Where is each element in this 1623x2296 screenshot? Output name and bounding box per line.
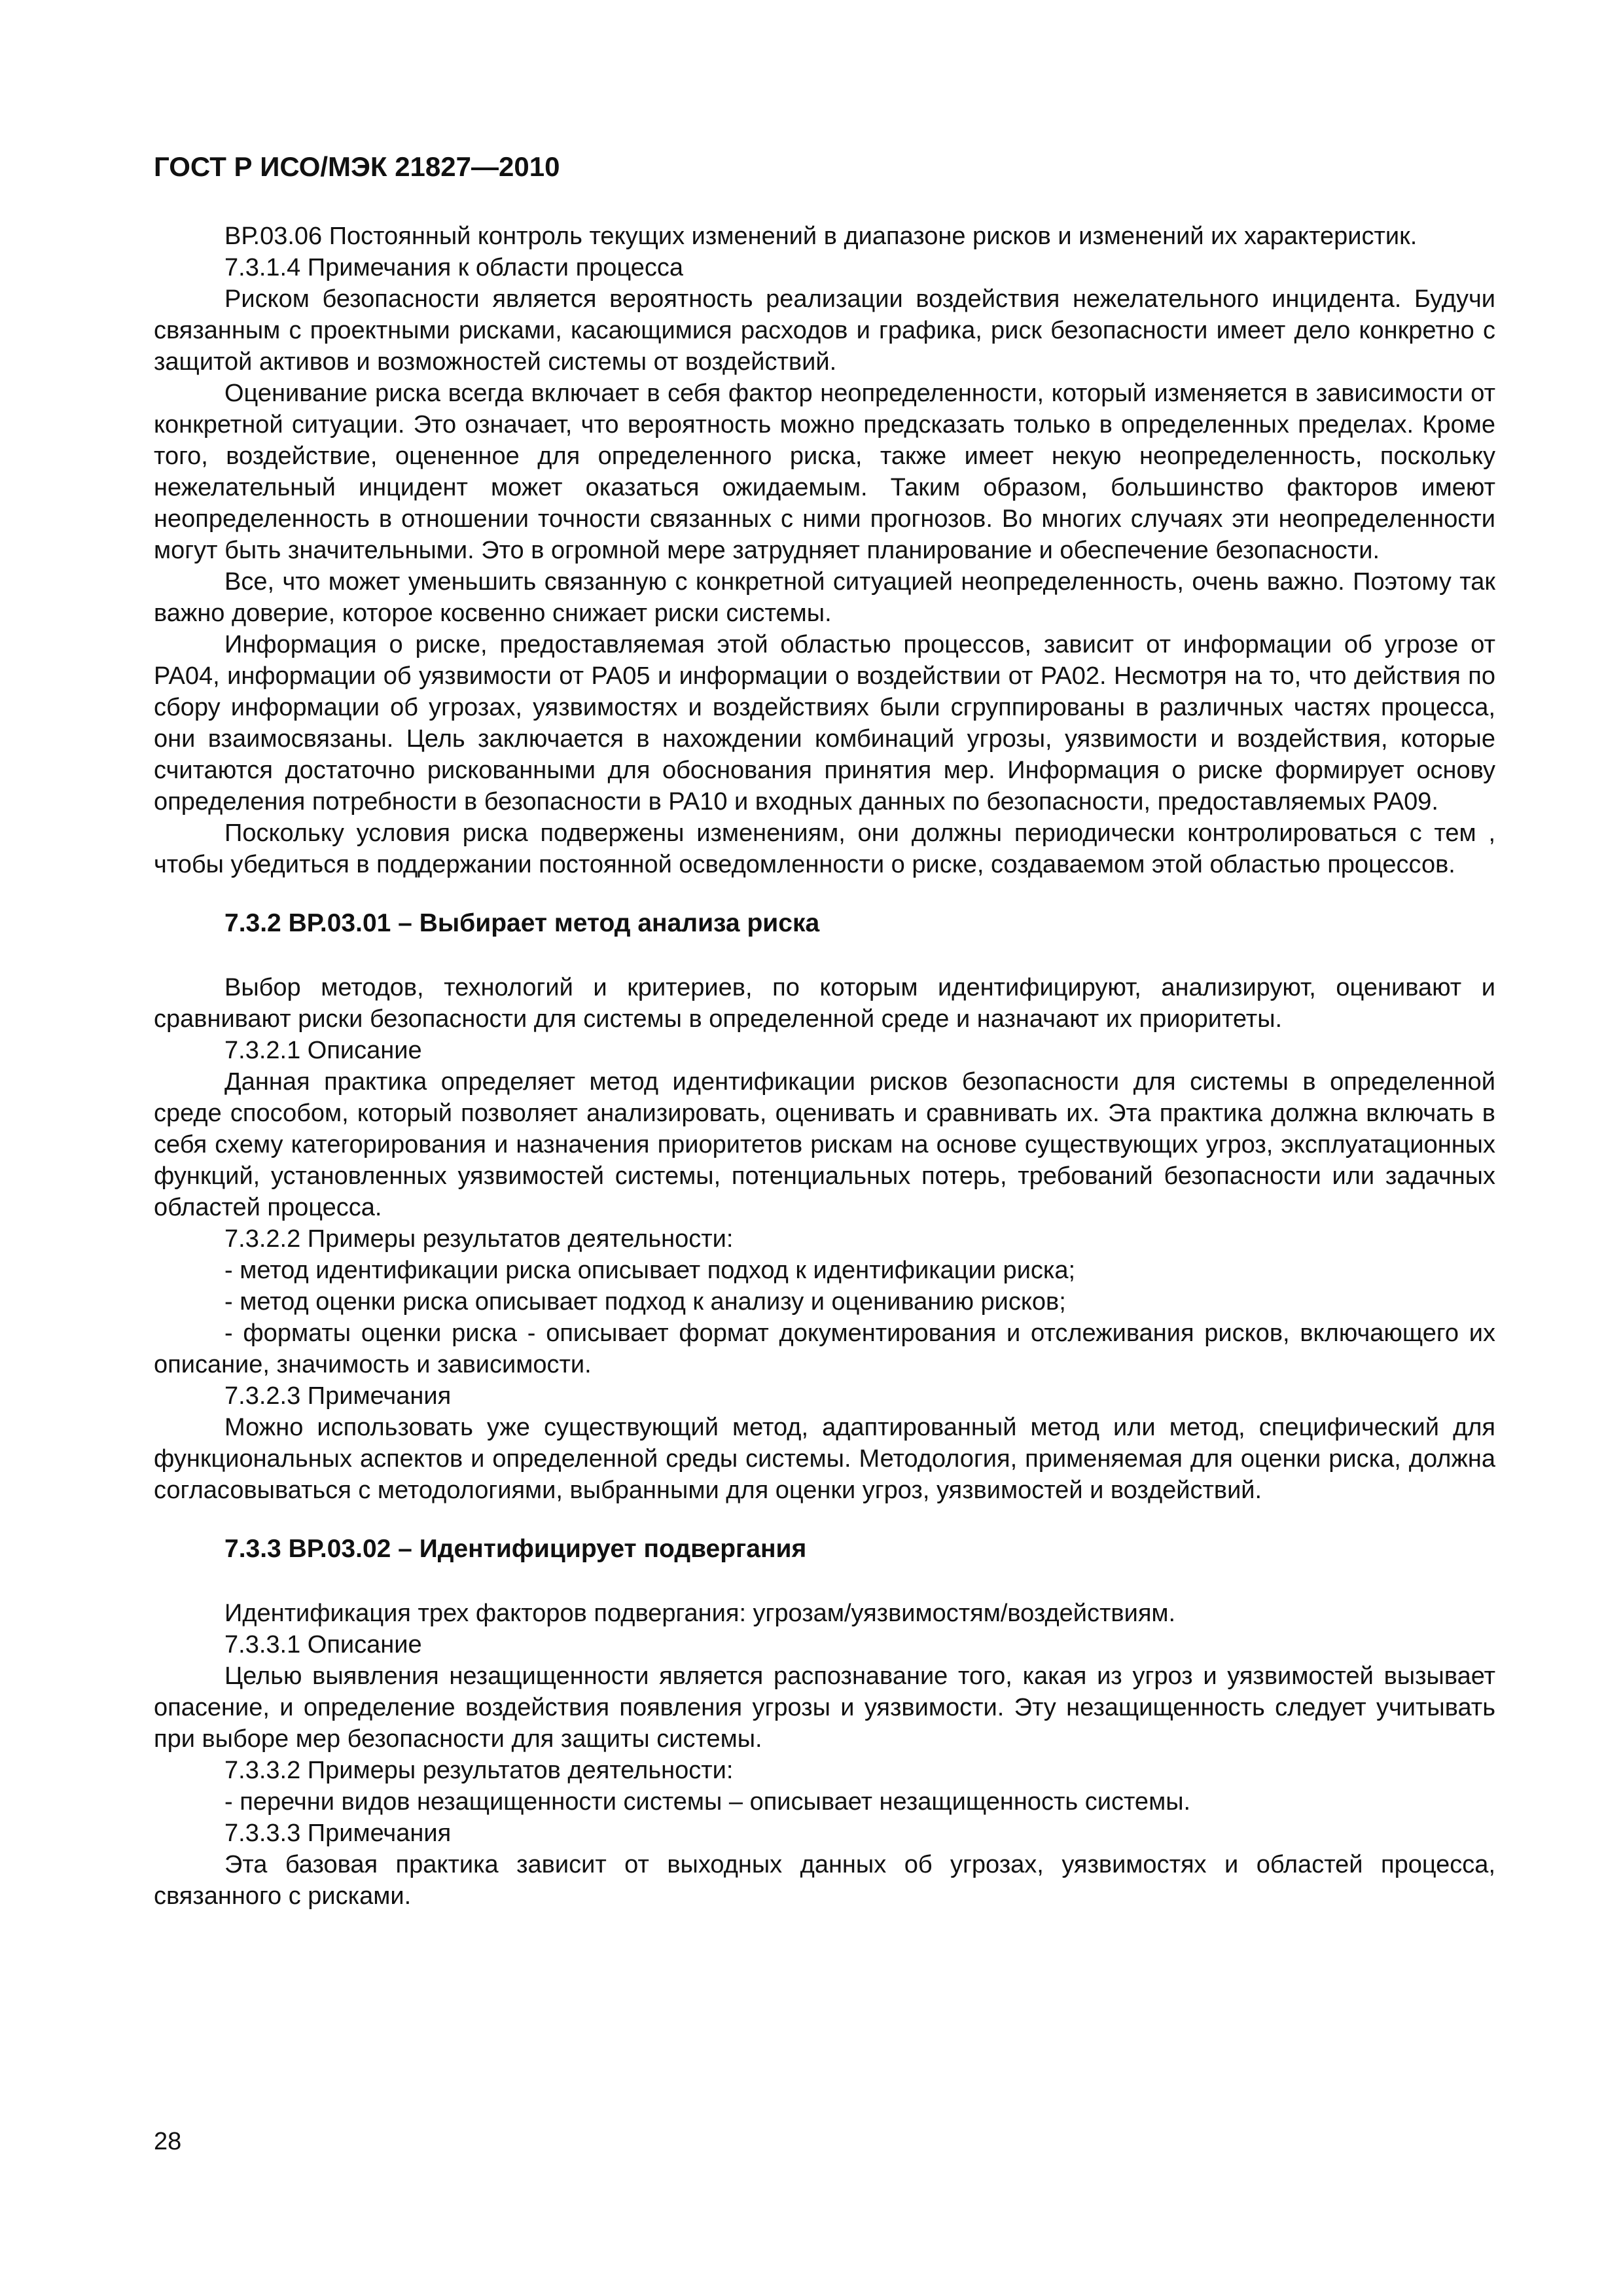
paragraph: Идентификация трех факторов подвергания: угрозам/уязвимостям/воздействиям. bbox=[224, 1600, 1176, 1627]
paragraph: Поскольку условия риска подвержены изменениям, они должны периодически контролироваться с тем , чтобы убедиться в поддержании постоянной осведомленности о риске, создаваемом этой областью процессов. bbox=[154, 819, 1495, 878]
document-header: ГОСТ Р ИСО/МЭК 21827—2010 bbox=[154, 151, 560, 182]
section-heading: 7.3.2 ВР.03.01 – Выбирает метод анализа риска bbox=[224, 909, 820, 937]
paragraph: Информация о риске, предоставляемая этой областью процессов, зависит от информации об угрозе от PA04, информации об уязвимости от PA05 и информации о воздействии от PA02. Несмотря на то, что действия по сбору информации об угрозах, уязвимостях и воздействиях были сгруппированы в различных частях процесса, они взаимосвязаны. Цель заключается в нахождении комбинаций угрозы, уязвимости и воздействия, которые считаются достаточно рискованными для обоснования принятия мер. Информация о риске формирует основу определения потребности в безопасности в PA10 и входных данных по безопасности, предоставляемых PA09. bbox=[154, 631, 1495, 816]
paragraph: 7.3.2.1 Описание bbox=[224, 1037, 422, 1064]
paragraph: 7.3.2.3 Примечания bbox=[224, 1382, 452, 1410]
paragraph: Можно использовать уже существующий метод, адаптированный метод или метод, специфический для функциональных аспектов и определенной среды системы. Методология, применяемая для оценки риска, должна согласовываться с методологиями, выбранными для оценки угроз, уязвимостей и воздействий. bbox=[154, 1414, 1495, 1504]
paragraph: Все, что может уменьшить связанную с конкретной ситуацией неопределенность, очень важно. Поэтому так важно доверие, которое косвенно снижает риски системы. bbox=[154, 568, 1495, 627]
page-number: 28 bbox=[154, 2128, 182, 2155]
section-7-3-2 bbox=[154, 908, 1495, 1506]
section-prev bbox=[154, 221, 1495, 880]
section-heading: 7.3.3 ВР.03.02 – Идентифицирует подвергания bbox=[224, 1535, 807, 1563]
list-item: - форматы оценки риска - описывает формат документирования и отслеживания рисков, включающего их описание, значимость и зависимости. bbox=[154, 1319, 1495, 1378]
paragraph: Эта базовая практика зависит от выходных данных об угрозах, уязвимостях и областей процесса, связанного с рисками. bbox=[154, 1851, 1495, 1910]
list-item: - метод оценки риска описывает подход к анализу и оцениванию рисков; bbox=[224, 1288, 1066, 1316]
paragraph: 7.3.1.4 Примечания к области процесса bbox=[224, 254, 684, 281]
paragraph: 7.3.3.1 Описание bbox=[224, 1631, 422, 1659]
paragraph: Данная практика определяет метод идентификации рисков безопасности для системы в определенной среде способом, который позволяет анализировать, оценивать и сравнивать их. Эта практика должна включать в себя схему категорирования и назначения приоритетов рискам на основе существующих угроз, эксплуатационных функций, установленных уязвимостей системы, потенциальных потерь, требований безопасности или задачных областей процесса. bbox=[154, 1068, 1495, 1221]
paragraph: Оценивание риска всегда включает в себя фактор неопределенности, который изменяется в зависимости от конкретной ситуации. Это означает, что вероятность можно предсказать только в определенных пределах. Кроме того, воздействие, оцененное для определенного риска, также имеет некую неопределенность, поскольку нежелательный инцидент может оказаться ожидаемым. Таким образом, большинство факторов имеют неопределенность в отношении точности связанных с ними прогнозов. Во многих случаях эти неопределенности могут быть значительными. Это в огромной мере затрудняет планирование и обеспечение безопасности. bbox=[154, 380, 1495, 564]
paragraph: 7.3.3.2 Примеры результатов деятельности: bbox=[224, 1757, 734, 1784]
paragraph: Выбор методов, технологий и критериев, по которым идентифицируют, анализируют, оценивают и сравнивают риски безопасности для системы в определенной среде и назначают их приоритеты. bbox=[154, 974, 1495, 1033]
document-page bbox=[154, 147, 1495, 1912]
list-item: - перечни видов незащищенности системы – описывает незащищенность системы. bbox=[224, 1788, 1191, 1816]
paragraph: Риском безопасности является вероятность реализации воздействия нежелательного инцидента. Будучи связанным с проектными рисками, касающимися расходов и графика, риск безопасности имеет дело конкретно с защитой активов и возможностей системы от воздействий. bbox=[154, 285, 1495, 376]
section-7-3-3 bbox=[154, 1534, 1495, 1912]
paragraph: Целью выявления незащищенности является распознавание того, какая из угроз и уязвимостей вызывает опасение, и определение воздействия появления угрозы и уязвимости. Эту незащищенность следует учитывать при выборе мер безопасности для защиты системы. bbox=[154, 1662, 1495, 1753]
paragraph: ВР.03.06 Постоянный контроль текущих изменений в диапазоне рисков и изменений их характеристик. bbox=[224, 223, 1418, 250]
paragraph: 7.3.2.2 Примеры результатов деятельности: bbox=[224, 1225, 734, 1253]
paragraph: 7.3.3.3 Примечания bbox=[224, 1820, 452, 1847]
list-item: - метод идентификации риска описывает подход к идентификации риска; bbox=[224, 1257, 1076, 1284]
